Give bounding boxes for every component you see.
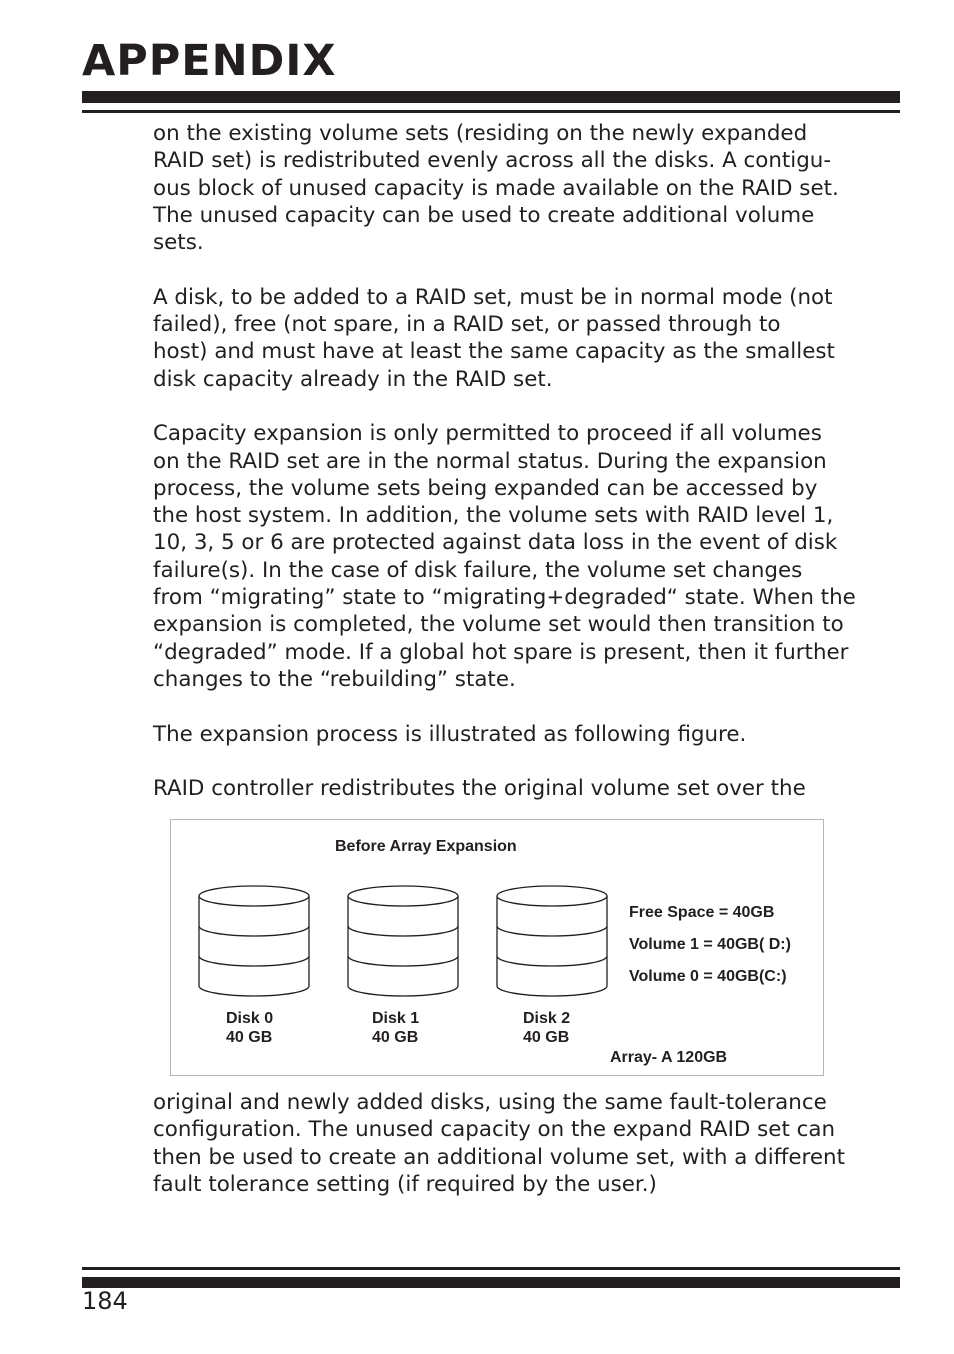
body-text-bottom — [153, 1089, 903, 1225]
paragraph-2: A disk, to be added to a RAID set, must be in normal mode (not failed), free (not spare, in a RAID set, or passed through to host) and must have at least the same capacity as the smallest disk capacity already in the RAID set. — [153, 284, 835, 392]
paragraph-3: Capacity expansion is only permitted to proceed if all volumes on the RAID set are in the normal status. During the expansion process, the volume sets being expanded can be accessed by the host system. In addition, the volume sets with RAID level 1, 10, 3, 5 or 6 are protected against data loss in the event of disk failure(s). In the case of disk failure, the volume set changes from “migrating” state to “migrating+degraded“ state. When the expansion is completed, the volume set would then transition to “degraded” mode. If a global hot spare is present, then it further changes to the “rebuilding” state. — [153, 421, 856, 692]
legend-free-space: Free Space = 40GB — [629, 904, 775, 921]
paragraph-4: The expansion process is illustrated as following figure. — [153, 721, 747, 747]
paragraph-5: RAID controller redistributes the original volume set over the — [153, 776, 806, 802]
disk-1-cylinder — [348, 886, 458, 996]
paragraph-1: on the existing volume sets (residing on the newly expanded RAID set) is redistributed evenly across all the disks. A contigu- ous block of unused capacity is made available on the RAID set. The unused capacity can be used to create additional volume sets. — [153, 121, 839, 256]
disk-2-label — [523, 1009, 570, 1047]
header-rule-thin — [82, 110, 900, 113]
disk-0-label — [226, 1009, 273, 1047]
disk-1-name: Disk 1 — [372, 1010, 420, 1027]
legend-volume-1: Volume 1 = 40GB( D:) — [629, 936, 791, 953]
disk-2-name: Disk 2 — [523, 1010, 571, 1027]
disk-0-name: Disk 0 — [226, 1010, 274, 1027]
disk-1-size: 40 GB — [372, 1029, 419, 1046]
page-number: 184 — [82, 1287, 128, 1315]
footer-rule-thick — [82, 1277, 900, 1288]
disk-0-cylinder — [199, 886, 309, 996]
body-text-top — [153, 120, 903, 830]
figure-title: Before Array Expansion — [335, 838, 517, 855]
disk-0-size: 40 GB — [226, 1029, 273, 1046]
array-expansion-figure — [170, 819, 824, 1076]
disk-2-size: 40 GB — [523, 1029, 570, 1046]
legend-volume-0: Volume 0 = 40GB(C:) — [629, 968, 787, 985]
paragraph-6: original and newly added disks, using the same fault-tolerance configuration. The unused capacity on the expand RAID set can then be used to create an additional volume set, with a different fault tolerance setting (if required by the user.) — [153, 1090, 845, 1197]
footer-rule-thin — [82, 1267, 900, 1270]
disk-2-cylinder — [497, 886, 607, 996]
page-heading: APPENDIX — [82, 36, 337, 86]
disk-1-label — [372, 1009, 419, 1047]
header-rule-thick — [82, 91, 900, 103]
array-label: Array- A 120GB — [610, 1049, 728, 1066]
